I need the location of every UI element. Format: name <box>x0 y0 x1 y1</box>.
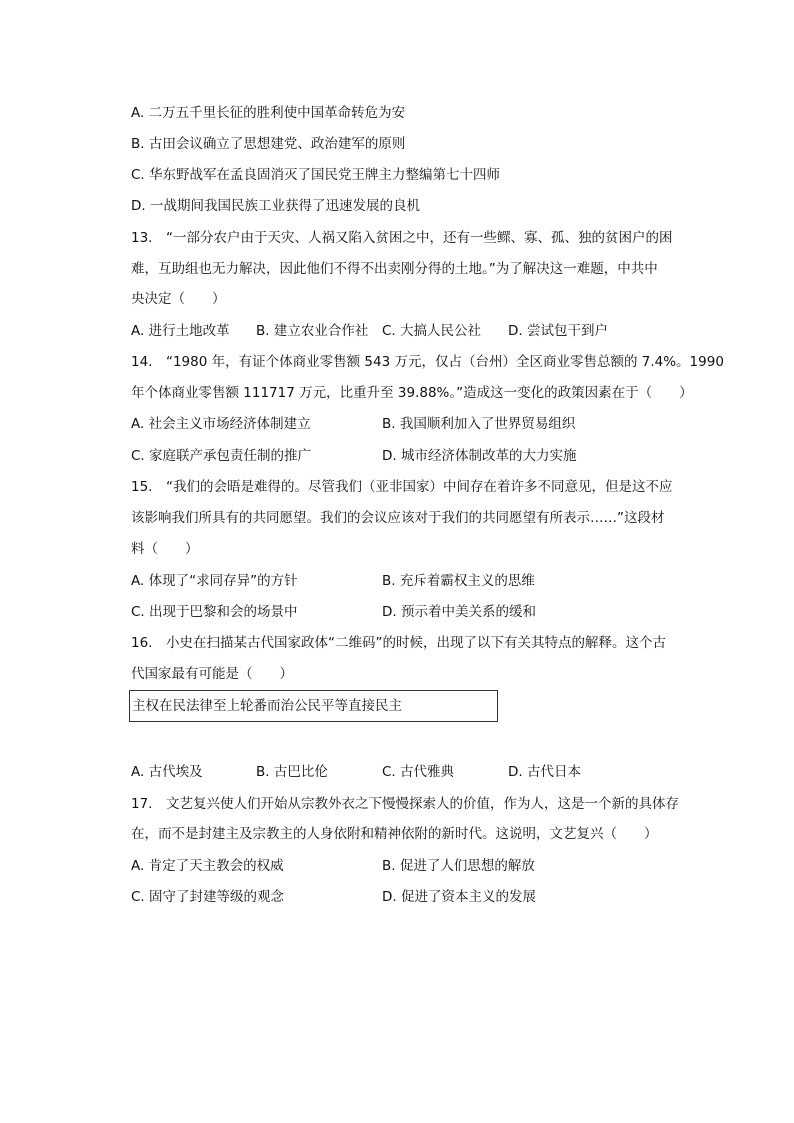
q15-option-a: A. 体现了“求同存异”的方针 <box>131 573 298 589</box>
q16-material-box <box>129 690 498 722</box>
q15-option-c: C. 出现于巴黎和会的场景中 <box>131 604 298 620</box>
q12-option-a: A. 二万五千里长征的胜利使中国革命转危为安 <box>131 105 406 121</box>
q13-stem-line-1: 13. “一部分农户由于天灾、人祸又陷入贫困之中，还有一些鳏、寡、孤、独的贫困户的困 <box>131 230 673 246</box>
q13-option-b: B. 建立农业合作社 <box>256 323 369 339</box>
q12-option-b: B. 古田会议确立了思想建党、政治建军的原则 <box>131 136 406 152</box>
q15-option-b: B. 充斥着霸权主义的思维 <box>382 573 535 589</box>
q15-stem-line-1: 15. “我们的会晤是难得的。尽管我们（亚非国家）中间存在着许多不同意见，但是这不应 <box>131 479 673 495</box>
q15-stem-line-2: 该影响我们所具有的共同愿望。我们的会议应该对于我们的共同愿望有所表示……”这段材 <box>131 510 665 526</box>
q14-option-d: D. 城市经济体制改革的大力实施 <box>382 448 577 464</box>
q15-stem-line-3: 料（ ） <box>131 541 199 557</box>
q14-stem-line-1: 14. “1980 年，有证个体商业零售额 543 万元，仅占（台州）全区商业零售总额的 7.4%。1990 <box>131 354 724 370</box>
q14-option-b: B. 我国顺利加入了世界贸易组织 <box>382 416 576 432</box>
q16-option-c: C. 古代雅典 <box>382 764 455 780</box>
q12-option-d: D. 一战期间我国民族工业获得了迅速发展的良机 <box>131 198 420 214</box>
q13-option-c: C. 大搞人民公社 <box>382 323 482 339</box>
q14-stem-line-2: 年个体商业零售额 111717 万元，比重升至 39.88%。”造成这一变化的政策因素在于（ ） <box>131 385 693 401</box>
q13-stem-line-3: 央决定（ ） <box>131 291 226 307</box>
q14-option-c: C. 家庭联产承包责任制的推广 <box>131 448 312 464</box>
q16-material-text: 主权在民法律至上轮番而治公民平等直接民主 <box>132 698 402 714</box>
q16-option-b: B. 古巴比伦 <box>256 764 328 780</box>
q16-option-d: D. 古代日本 <box>508 764 581 780</box>
q17-option-b: B. 促进了人们思想的解放 <box>382 858 535 874</box>
q13-option-a: A. 进行土地改革 <box>131 323 230 339</box>
q14-option-a: A. 社会主义市场经济体制建立 <box>131 416 311 432</box>
q16-stem-line-1: 16. 小史在扫描某古代国家政体“二维码”的时候，出现了以下有关其特点的解释。这个古 <box>131 635 666 651</box>
q13-stem-line-2: 难，互助组也无力解决，因此他们不得不出卖刚分得的土地。”为了解决这一难题，中共中 <box>131 261 658 277</box>
q17-stem-line-2: 在，而不是封建主及宗教主的人身依附和精神依附的新时代。这说明，文艺复兴（ ） <box>131 826 658 842</box>
q13-option-d: D. 尝试包干到户 <box>508 323 608 339</box>
q17-option-d: D. 促进了资本主义的发展 <box>382 889 536 905</box>
q17-option-a: A. 肯定了天主教会的权威 <box>131 858 284 874</box>
q16-option-a: A. 古代埃及 <box>131 764 203 780</box>
q17-stem-line-1: 17. 文艺复兴使人们开始从宗教外衣之下慢慢探索人的价值，作为人，这是一个新的具体存 <box>131 796 679 812</box>
q12-option-c: C. 华东野战军在孟良固消灭了国民党王牌主力整编第七十四师 <box>131 167 501 183</box>
q15-option-d: D. 预示着中美关系的缓和 <box>382 604 536 620</box>
q17-option-c: C. 固守了封建等级的观念 <box>131 889 285 905</box>
q16-stem-line-2: 代国家最有可能是（ ） <box>131 666 293 682</box>
